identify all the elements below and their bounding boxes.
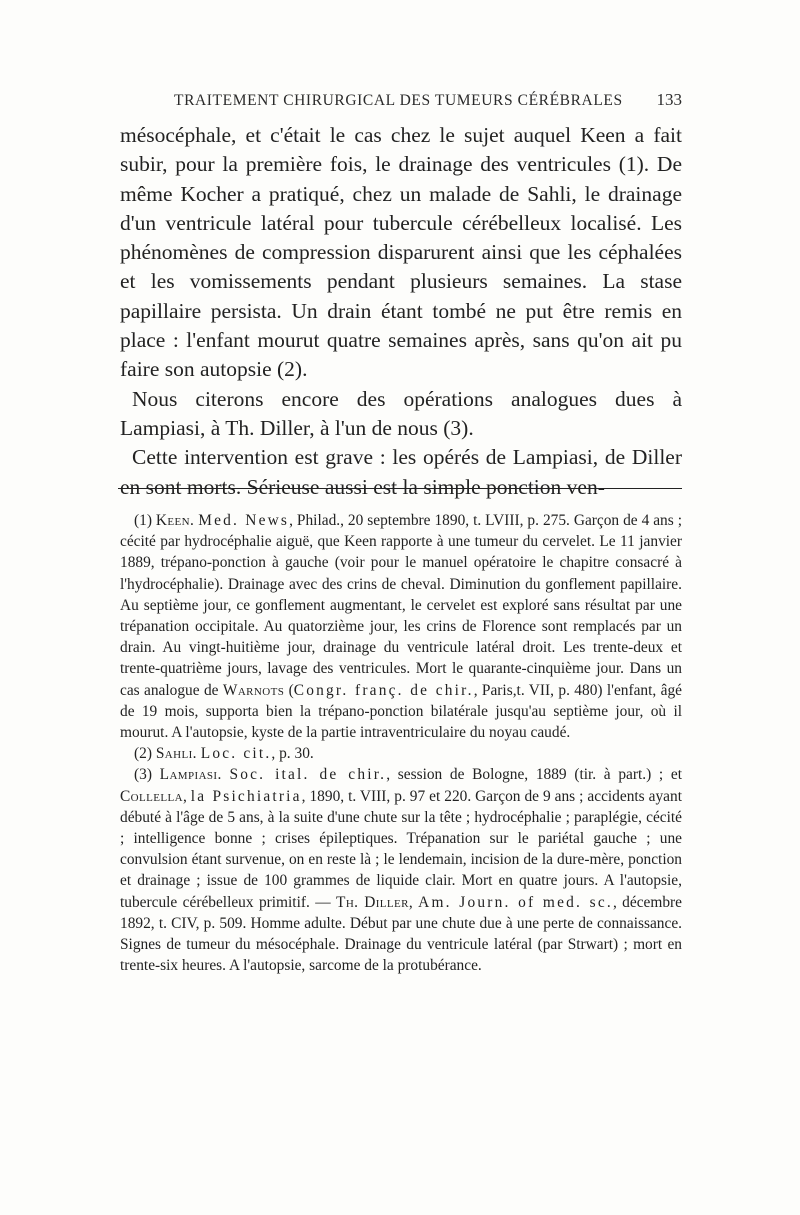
footnote-author: Lampiasi.: [159, 766, 222, 784]
footnote-author: Th. Diller: [336, 893, 409, 911]
footnote-marker: (3): [134, 766, 152, 784]
paragraph-1: mésocéphale, et c'était le cas chez le sujet auquel Keen a fait subir, pour la première fois, le drainage des ventricules (1). De même Kocher a pratiqué, chez un malade de Sahli, le drainage d'un ventricule latéral pour tubercule cérébelleux localisé. Les phénomènes de compression disparurent ainsi que les céphalées et les vomissements pendant plusieurs semaines. La stase papillaire persista. Un drain étant tombé ne put être remis en place : l'enfant mourut quatre semaines après, sans qu'on ait pu faire son autopsie (2).: [120, 123, 682, 382]
main-text: [120, 121, 682, 502]
footnote-journal: Med. News: [198, 512, 290, 529]
running-title: TRAITEMENT CHIRURGICAL DES TUMEURS CÉRÉBRALES: [174, 92, 623, 109]
footnote-text: , 1890, t. VIII, p. 97 et 220. Garçon de 9 ans ; accidents ayant débuté à l'âge de 5 ans, à la suite d'une chute sur la tête ; hydrocéphalie ; paraplégie, cécité ; intelligence bonne ; crises épileptiques. Trépanation sur le pariétal gauche ; une convulsion étant survenue, on en reste là ; le lendemain, incision de la dure-mère, ponction et drainage ; issue de 100 grammes de liquide clair. Mort en quatre jours. A l'autopsie, tubercule cérébelleux primitif. —: [120, 787, 682, 911]
footnote-text: , Philad., 20 septembre 1890, t. LVIII, p. 275. Garçon de 4 ans ; cécité par hydrocéphalie aiguë, que Keen rapporte à une tumeur du cervelet. Le 11 janvier 1889, trépano-ponction à gauche (voir pour le manuel opératoire le chapitre consacré à l'hydrocéphalie). Drainage avec des crins de cheval. Diminution du gonflement papillaire. Au septième jour, ce gonflement augmentant, le cervelet est exploré sans résultat par une trépanation occipitale. Au quatorzième jour, les crins de Florence sont remplacés par un drain. Au vingt-huitième jour, drainage du ventricule latéral droit. Les trente-deux et trente-quatrième jours, lavage des ventricules. Mort le quarante-cinquième jour. Dans un cas analogue de: [120, 512, 682, 699]
footnote-text: , Paris,t. VII, p. 480) l'enfant, âgé de 19 mois, supporta bien la trépano-ponction bilatérale jusqu'au septième jour, où il mourut. A l'autopsie, kyste de la partie intraventriculaire du noyau caudé.: [120, 681, 682, 742]
footnote-marker: (1): [134, 512, 152, 529]
footnote-separator: [118, 488, 682, 489]
paragraph-3: Cette intervention est grave : les opérés de Lampiasi, de Diller en sont morts. Sérieuse aussi est la simple ponction ven-: [120, 445, 682, 499]
footnote-author: Sahli.: [155, 745, 197, 763]
footnote-text: , décembre 1892, t. CIV, p. 509. Homme adulte. Début par une chute due à une perte de connaissance. Signes de tumeur du mésocéphale. Drainage du ventricule latéral (par Strwart) ; mort en trente-six heures. A l'autopsie, sarcome de la protubérance.: [120, 893, 682, 975]
footnote-author: Keen.: [155, 512, 195, 529]
footnotes: [120, 510, 682, 976]
footnote-3: (3) Lampiasi. Soc. ital. de chir., session de Bologne, 1889 (tir. à part.) ; et Collella, la Psichiatria, 1890, t. VIII, p. 97 et 220. Garçon de 9 ans ; accidents ayant débuté à l'âge de 5 ans, à la suite d'une chute sur la tête ; hydrocéphalie ; paraplégie, cécité ; intelligence bonne ; crises épileptiques. Trépanation sur le pariétal gauche ; une convulsion étant survenue, on en reste là ; le lendemain, incision de la dure-mère, ponction et drainage ; issue de 100 grammes de liquide clair. Mort en quatre jours. A l'autopsie, tubercule cérébelleux primitif. — Th. Diller, Am. Journ. of med. sc., décembre 1892, t. CIV, p. 509. Homme adulte. Début par une chute due à une perte de connaissance. Signes de tumeur du mésocéphale. Drainage du ventricule latéral (par Strwart) ; mort en trente-six heures. A l'autopsie, sarcome de la protubérance.: [120, 766, 682, 975]
footnote-journal: Am. Journ. of med. sc.: [418, 893, 613, 911]
footnote-text: , session de Bologne, 1889 (tir. à part.) ; et: [386, 766, 682, 784]
footnote-text: , p. 30.: [271, 745, 314, 763]
footnote-author: Warnots: [222, 681, 285, 699]
footnote-1: (1) Keen. Med. News, Philad., 20 septembre 1890, t. LVIII, p. 275. Garçon de 4 ans ; cécité par hydrocéphalie aiguë, que Keen rapporte à une tumeur du cervelet. Le 11 janvier 1889, trépano-ponction à gauche (voir pour le manuel opératoire le chapitre consacré à l'hydrocéphalie). Drainage avec des crins de cheval. Diminution du gonflement papillaire. Au septième jour, ce gonflement augmentant, le cervelet est exploré sans résultat par une trépanation occipitale. Au quatorzième jour, les crins de Florence sont remplacés par un drain. Au vingt-huitième jour, drainage du ventricule latéral droit. Les trente-deux et trente-quatrième jours, lavage des ventricules. Mort le quarante-cinquième jour. Dans un cas analogue de Warnots (Congr. franç. de chir., Paris,t. VII, p. 480) l'enfant, âgé de 19 mois, supporta bien la trépano-ponction bilatérale jusqu'au septième jour, où il mourut. A l'autopsie, kyste de la partie intraventriculaire du noyau caudé.: [120, 512, 682, 742]
paragraph-2: Nous citerons encore des opérations analogues dues à Lampiasi, à Th. Diller, à l'un de nous (3).: [120, 386, 682, 440]
page-number: 133: [656, 90, 682, 109]
footnote-journal: Loc. cit.: [200, 745, 272, 763]
footnote-journal: Congr. franç. de chir.: [293, 681, 474, 699]
footnote-author: Collella: [120, 787, 183, 805]
running-header: [120, 92, 682, 118]
footnote-2: [120, 743, 682, 764]
footnote-journal: Soc. ital. de chir.: [229, 766, 387, 784]
footnote-marker: (2): [134, 745, 152, 763]
footnote-journal: la Psichiatria: [190, 787, 302, 805]
